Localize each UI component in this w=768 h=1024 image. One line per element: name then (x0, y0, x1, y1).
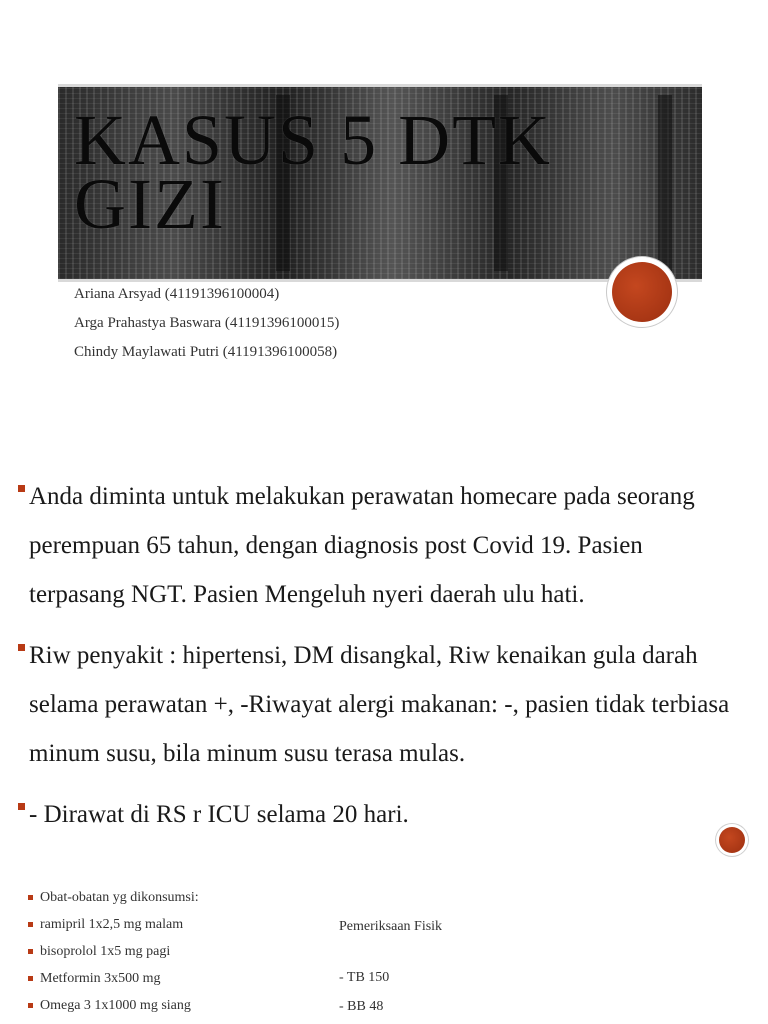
medication-item (28, 938, 199, 965)
bullet-item (18, 472, 738, 619)
author-name: Chindy Maylawati Putri (41191396100058) (74, 344, 338, 360)
medication-text: Omega 3 1x1000 mg siang (40, 998, 191, 1013)
medication-item (28, 965, 199, 992)
bullet-item (18, 790, 738, 839)
medication-text: ramipril 1x2,5 mg malam (40, 917, 184, 932)
orange-circle-icon (607, 257, 677, 327)
case-slide (0, 420, 768, 1024)
bullet-square-icon (28, 922, 33, 927)
banner-texture-bar (658, 95, 672, 271)
bullet-square-icon (28, 976, 33, 981)
bullet-square-icon (18, 803, 25, 810)
bullet-square-icon (18, 485, 25, 492)
author-name: Ariana Arsyad (41191396100004) (74, 286, 280, 302)
orange-circle-icon (716, 824, 748, 856)
bullet-text: Anda diminta untuk melakukan perawatan homecare pada seorang perempuan 65 tahun, dengan diagnosis post Covid 19. Pasien terpasang NGT. Pasien Mengeluh nyeri daerah ulu hati. (29, 483, 695, 608)
title-slide (0, 0, 768, 420)
medication-item (28, 992, 199, 1019)
author-list (74, 280, 339, 367)
bullet-square-icon (28, 949, 33, 954)
bullet-text: Riw penyakit : hipertensi, DM disangkal, Riw kenaikan gula darah selama perawatan +, -Riwayat alergi makanan: -, pasien tidak terbiasa minum susu, bila minum susu terasa mulas. (29, 642, 730, 767)
physical-exam-item: - TB 150 (339, 970, 390, 985)
case-bullet-list (18, 472, 738, 851)
bullet-square-icon (28, 1003, 33, 1008)
author-name: Arga Prahastya Baswara (41191396100015) (74, 315, 340, 331)
physical-exam-block (339, 917, 442, 1021)
bullet-text: - Dirawat di RS r ICU selama 20 hari. (29, 801, 409, 828)
physical-exam-item: - BB 48 (339, 999, 384, 1014)
bullet-square-icon (18, 644, 25, 651)
medication-text: Metformin 3x500 mg (40, 971, 161, 986)
bullet-item (18, 631, 738, 778)
medication-item (28, 911, 199, 938)
bullet-square-icon (28, 895, 33, 900)
medication-item (28, 884, 199, 911)
slide-title: KASUS 5 DTK GIZI (74, 100, 553, 244)
medication-text: bisoprolol 1x5 mg pagi (40, 944, 171, 959)
medication-list (28, 884, 199, 1019)
physical-exam-title: Pemeriksaan Fisik (339, 919, 443, 934)
medication-text: Obat-obatan yg dikonsumsi: (40, 890, 199, 905)
